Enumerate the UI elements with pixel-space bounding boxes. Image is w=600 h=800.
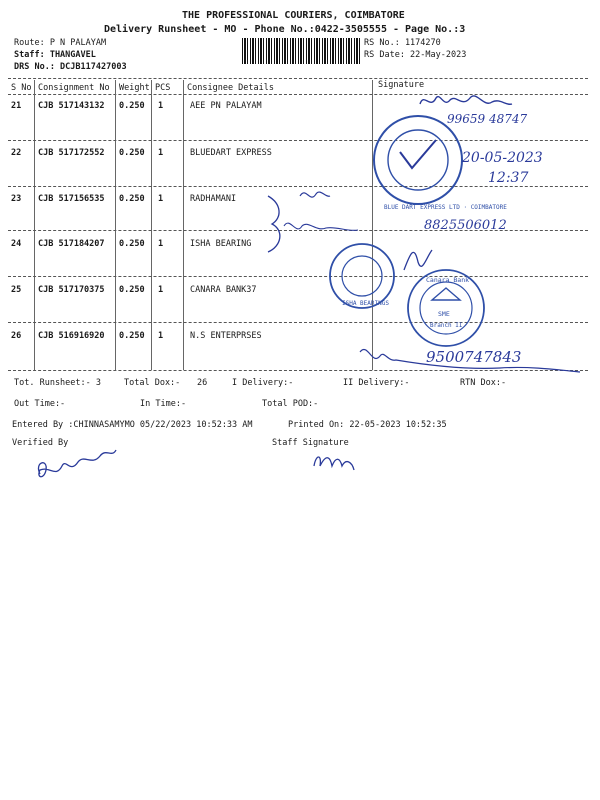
row-pcs: 1 — [158, 148, 164, 158]
drs-number: DRS No.: DCJB117427003 — [14, 62, 127, 72]
stamp-emblem — [432, 288, 460, 300]
total-dox-value: 26 — [197, 378, 208, 388]
total-dox-label: Total Dox:- — [124, 378, 181, 388]
row-consignee: CANARA BANK37 — [190, 285, 257, 295]
isha-stamp-text: ISHA BEARINGS — [342, 300, 389, 307]
row-consignee: AEE PN PALAYAM — [190, 101, 262, 111]
row-consignment: CJB 517172552 — [38, 148, 105, 158]
signature-scribble — [404, 250, 432, 270]
row-sno: 23 — [11, 194, 22, 204]
rs-number: RS No.: 1174270 — [364, 38, 441, 48]
canara-stamp-mid: SME — [438, 310, 450, 318]
row-pcs: 1 — [158, 194, 164, 204]
handwritten-phone: 8825506012 — [424, 218, 507, 233]
row-consignee: ISHA BEARING — [190, 239, 252, 249]
row-sno: 25 — [11, 285, 22, 295]
col-consignee: Consignee Details — [187, 83, 274, 93]
staff: Staff: THANGAVEL — [14, 50, 96, 60]
row-consignee: BLUEDART EXPRESS — [190, 148, 272, 158]
row-sno: 24 — [11, 239, 22, 249]
printed-on: Printed On: 22-05-2023 10:52:35 — [288, 420, 447, 430]
signature-scribble — [300, 192, 330, 197]
row-pcs: 1 — [158, 239, 164, 249]
in-time: In Time:- — [140, 399, 187, 409]
handwritten-phone: 99659 48747 — [447, 112, 528, 126]
row-consignment: CJB 517156535 — [38, 194, 105, 204]
col-sno: S No — [11, 83, 32, 93]
row-weight: 0.250 — [119, 331, 145, 341]
row-consignment: CJB 516916920 — [38, 331, 105, 341]
row-weight: 0.250 — [119, 148, 145, 158]
verified-signature — [38, 450, 116, 477]
i-delivery: I Delivery:- — [232, 378, 294, 388]
row-sno: 22 — [11, 148, 22, 158]
runsheet-subtitle: Delivery Runsheet - MO - Phone No.:0422-3505555 - Page No.:3 — [104, 24, 466, 35]
out-time: Out Time:- — [14, 399, 66, 409]
row-sno: 26 — [11, 331, 22, 341]
route: Route: P N PALAYAM — [14, 38, 107, 48]
signature-scribble — [284, 223, 358, 230]
row-pcs: 1 — [158, 101, 164, 111]
handwritten-date: 20-05-2023 — [462, 150, 543, 166]
bluedart-stamp-text: BLUE DART EXPRESS LTD · COIMBATORE — [384, 204, 507, 211]
signature-scribble — [420, 96, 512, 104]
canara-stamp-bottom: Branch II — [430, 322, 463, 329]
row-weight: 0.250 — [119, 101, 145, 111]
canara-stamp-top: Canara Bank — [426, 276, 470, 284]
bracket-mark — [268, 196, 280, 252]
stamp-emblem — [400, 140, 436, 168]
row-pcs: 1 — [158, 285, 164, 295]
col-weight: Weight — [119, 83, 150, 93]
staff-signature-label: Staff Signature — [272, 438, 349, 448]
rtn-dox: RTN Dox:- — [460, 378, 507, 388]
row-consignment: CJB 517143132 — [38, 101, 105, 111]
ii-delivery: II Delivery:- — [343, 378, 410, 388]
row-pcs: 1 — [158, 331, 164, 341]
col-pcs: PCS — [155, 83, 171, 93]
col-consignment: Consignment No — [38, 83, 110, 93]
rs-date: RS Date: 22-May-2023 — [364, 50, 467, 60]
company-title: THE PROFESSIONAL COURIERS, COIMBATORE — [182, 10, 405, 21]
handwritten-time: 12:37 — [488, 170, 529, 186]
row-weight: 0.250 — [119, 194, 145, 204]
total-pod: Total POD:- — [262, 399, 319, 409]
entered-by: Entered By :CHINNASAMYMO 05/22/2023 10:52:33 AM — [12, 420, 253, 430]
row-consignment: CJB 517170375 — [38, 285, 105, 295]
staff-signature — [314, 457, 354, 470]
isha-stamp — [330, 244, 394, 308]
row-weight: 0.250 — [119, 239, 145, 249]
verified-by-label: Verified By — [12, 438, 69, 448]
total-runsheet: Tot. Runsheet:- 3 — [14, 378, 101, 388]
row-consignment: CJB 517184207 — [38, 239, 105, 249]
row-consignee: RADHAMANI — [190, 194, 237, 204]
row-consignee: N.S ENTERPRSES — [190, 331, 262, 341]
handwritten-phone: 9500747843 — [426, 348, 522, 366]
row-sno: 21 — [11, 101, 22, 111]
col-signature: Signature — [378, 80, 425, 90]
row-weight: 0.250 — [119, 285, 145, 295]
